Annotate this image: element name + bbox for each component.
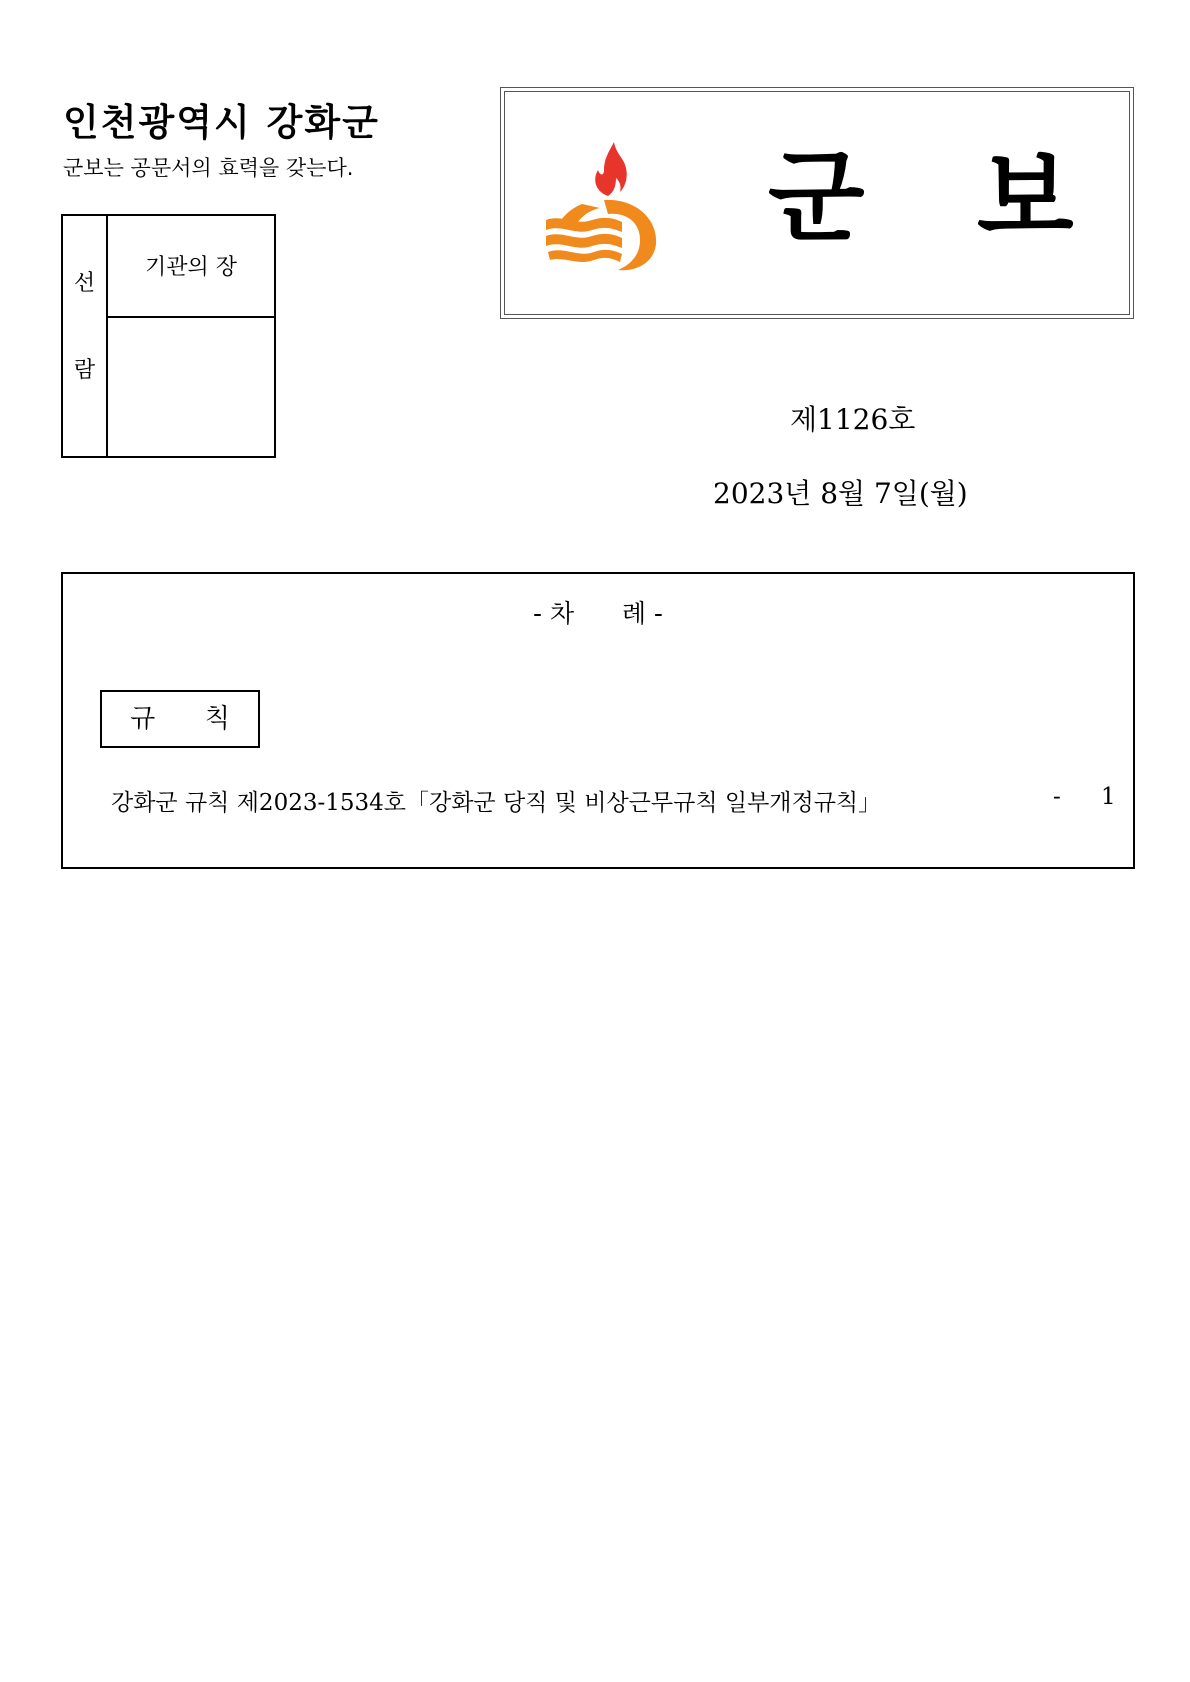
toc-entry-text[interactable]: 강화군 규칙 제2023-1534호「강화군 당직 및 비상근무규칙 일부개정규칙」 <box>111 790 882 816</box>
issue-number: 제1126호 <box>790 403 916 436</box>
issue-date: 2023년 8월 7일(월) <box>713 477 968 510</box>
org-tagline: 군보는 공문서의 효력을 갖는다. <box>63 156 354 180</box>
toc-entry-page: 1 <box>1101 784 1116 810</box>
review-signature-area <box>108 318 274 456</box>
masthead-box <box>500 87 1134 319</box>
masthead-title-char-1: 군 <box>768 139 865 256</box>
review-side-label <box>63 216 108 456</box>
table-of-contents <box>61 572 1135 869</box>
review-side-label-bottom: 람 <box>73 358 96 383</box>
masthead-title-char-2: 보 <box>977 139 1074 256</box>
review-box <box>61 214 276 458</box>
review-side-label-top: 선 <box>73 271 96 296</box>
toc-entry-dash: - <box>1053 784 1061 810</box>
toc-section-label: 규 칙 <box>100 690 260 748</box>
toc-title: - 차 례 - <box>533 599 663 628</box>
gangwha-county-emblem-icon <box>542 136 666 272</box>
review-head-label: 기관의 장 <box>108 216 274 318</box>
org-name: 인천광역시 강화군 <box>63 101 380 144</box>
